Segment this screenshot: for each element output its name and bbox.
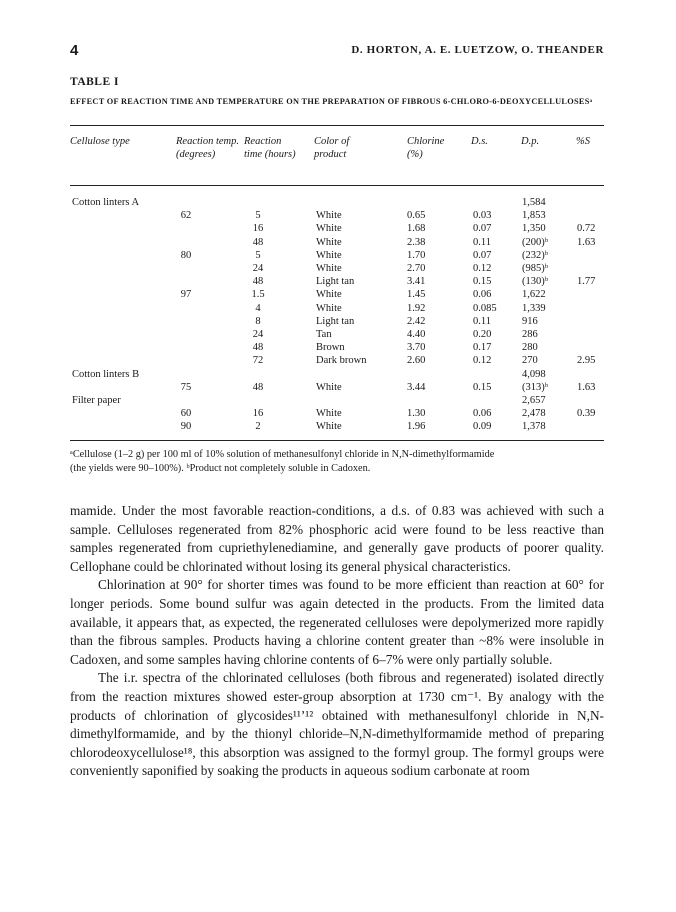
cell-color: White [316, 236, 342, 248]
cell-color: White [316, 263, 342, 274]
cell-ds: 0.20 [473, 329, 492, 340]
header-dp: D.p. [521, 136, 540, 147]
cell-chlorine: 3.41 [407, 276, 426, 288]
cell-sulfur: 0.39 [577, 408, 596, 420]
cell-cellulose-type: Cotton linters A [72, 197, 140, 208]
footnote-a: ᵃCellulose (1–2 g) per 100 ml of 10% solution of methanesulfonyl chloride in N,N-dimethylformamide [70, 449, 495, 460]
header-chlorine: Chlorine (%) [407, 136, 445, 160]
cell-chlorine: 4.40 [407, 329, 426, 340]
cell-chlorine: 1.68 [407, 223, 426, 235]
cell-dp: (985)ᵇ [522, 263, 548, 274]
cell-ds: 0.07 [473, 249, 492, 261]
cell-dp: (200)ᵇ [522, 236, 548, 248]
running-head-authors: D. HORTON, A. E. LUETZOW, O. THEANDER [351, 44, 604, 56]
cell-dp: 4,098 [522, 368, 546, 380]
cell-dp: 2,657 [522, 395, 546, 406]
cell-color: White [316, 210, 342, 222]
cell-color: White [316, 249, 342, 261]
cell-chlorine: 1.96 [407, 421, 426, 433]
cell-reaction-time: 1.5 [251, 289, 265, 301]
header-cellulose-type: Cellulose type [70, 136, 130, 147]
cell-chlorine: 1.70 [407, 249, 426, 261]
cell-chlorine: 0.65 [407, 210, 426, 222]
cell-color: White [316, 289, 342, 301]
cell-reaction-time: 48 [252, 276, 264, 288]
cell-color: White [316, 223, 342, 235]
cell-chlorine: 2.42 [407, 315, 426, 327]
cell-color: Brown [316, 342, 345, 354]
header-reaction-temp: Reaction temp. (degrees) [176, 136, 239, 160]
header-ds: D.s. [471, 136, 488, 147]
cell-reaction-time: 48 [252, 381, 264, 393]
header-color: Color of product [314, 136, 350, 160]
cell-ds: 0.06 [473, 408, 492, 420]
cell-dp: 1,339 [522, 302, 546, 314]
cell-dp: 916 [522, 315, 538, 327]
cell-color: White [316, 302, 342, 314]
cell-reaction-time: 48 [252, 342, 264, 354]
cell-color: Light tan [316, 276, 355, 288]
header-sulfur: %S [576, 136, 590, 147]
cell-reaction-temp: 80 [180, 249, 192, 261]
cell-sulfur: 1.77 [577, 276, 596, 288]
cell-ds: 0.15 [473, 381, 492, 393]
cell-reaction-time: 4 [255, 302, 261, 314]
cell-dp: 1,378 [522, 421, 546, 433]
table-top-rule [70, 125, 604, 126]
table-header-rule [70, 185, 604, 186]
paragraph: The i.r. spectra of the chlorinated celluloses (both fibrous and regenerated) isolated directly from the reaction mixtures showed ester-group absorption at 1730 cm⁻¹. By analogy with the products of chlorination of glycosides¹¹ʼ¹² obtained with methanesulfonyl chloride in N,N-dimethylformamide, and by the thionyl chloride–N,N-dimethylformamide method of preparing chlorodeoxycellulose¹⁸, this absorption was assigned to the formyl group. The formyl groups were conveniently saponified by soaking the products in aqueous sodium carbonate at room [70, 670, 604, 779]
cell-color: White [316, 381, 342, 393]
header-reaction-time: Reaction time (hours) [244, 136, 296, 160]
cell-ds: 0.12 [473, 355, 492, 367]
cell-ds: 0.12 [473, 263, 492, 274]
paragraph: mamide. Under the most favorable reaction-conditions, a d.s. of 0.83 was achieved with such a sample. Celluloses regenerated from 82% phosphoric acid were found to be less reactive than samples regenerated from cupriethylenediamine, and generally gave products of poorer quality. Cellophane could be chlorinated without losing its general physical characteristics. [70, 503, 604, 574]
cell-dp: 270 [522, 355, 538, 367]
cell-color: White [316, 421, 342, 433]
cell-sulfur: 0.72 [577, 223, 596, 235]
cell-reaction-time: 72 [252, 355, 264, 367]
cell-ds: 0.11 [473, 315, 491, 327]
table-caption: EFFECT OF REACTION TIME AND TEMPERATURE ON THE PREPARATION OF FIBROUS 6-CHLORO-6-DEOXYCELLULOSESᵃ [70, 97, 593, 106]
cell-chlorine: 2.38 [407, 236, 426, 248]
running-header [70, 42, 604, 60]
cell-sulfur: 2.95 [577, 355, 596, 367]
cell-dp: 2,478 [522, 408, 546, 420]
cell-color: Tan [316, 329, 332, 340]
cell-reaction-temp: 97 [180, 289, 192, 301]
cell-reaction-time: 16 [252, 408, 264, 420]
table-footnote [70, 448, 604, 476]
cell-reaction-time: 5 [255, 210, 261, 222]
table-label: TABLE I [70, 76, 119, 88]
cell-reaction-time: 24 [252, 329, 264, 340]
cell-reaction-temp: 60 [180, 408, 192, 420]
paragraph: Chlorination at 90° for shorter times was found to be more efficient than reaction at 60° for longer periods. Some bound sulfur was again detected in the products. From the limited data available, it appears that, as expected, the regenerated celluloses were depolymerized more rapidly than the fibrous samples. Products having a chlorine content greater than ~8% were insoluble in Cadoxen, and some samples having chlorine contents of 6–7% were only partially soluble. [70, 577, 604, 667]
footnote-b: (the yields were 90–100%). ᵇProduct not completely soluble in Cadoxen. [70, 463, 371, 474]
cell-ds: 0.09 [473, 421, 492, 433]
cell-reaction-temp: 90 [180, 421, 192, 433]
cell-reaction-temp: 75 [180, 381, 192, 393]
cell-reaction-time: 48 [252, 236, 264, 248]
cell-dp: (130)ᵇ [522, 276, 548, 288]
cell-chlorine: 2.70 [407, 263, 426, 274]
cell-chlorine: 1.30 [407, 408, 426, 420]
cell-reaction-time: 2 [255, 421, 261, 433]
cell-cellulose-type: Filter paper [72, 395, 121, 406]
table-bottom-rule [70, 440, 604, 441]
cell-ds: 0.17 [473, 342, 492, 354]
cell-dp: 1,853 [522, 210, 546, 222]
cell-dp: 280 [522, 342, 538, 354]
body-text [70, 502, 604, 781]
cell-ds: 0.07 [473, 223, 492, 235]
cell-reaction-time: 8 [255, 315, 261, 327]
cell-sulfur: 1.63 [577, 381, 596, 393]
cell-dp: (232)ᵇ [522, 249, 548, 261]
cell-dp: 1,622 [522, 289, 546, 301]
cell-dp: 286 [522, 329, 538, 340]
cell-reaction-temp: 62 [180, 210, 192, 222]
cell-ds: 0.06 [473, 289, 492, 301]
cell-cellulose-type: Cotton linters B [72, 368, 140, 380]
page-number: 4 [70, 42, 79, 59]
cell-ds: 0.03 [473, 210, 492, 222]
cell-dp: (313)ᵇ [522, 381, 548, 393]
cell-chlorine: 2.60 [407, 355, 426, 367]
cell-ds: 0.15 [473, 276, 492, 288]
cell-ds: 0.11 [473, 236, 491, 248]
cell-chlorine: 3.44 [407, 381, 426, 393]
cell-chlorine: 1.92 [407, 302, 426, 314]
cell-chlorine: 1.45 [407, 289, 426, 301]
cell-reaction-time: 5 [255, 249, 261, 261]
cell-ds: 0.085 [473, 302, 497, 314]
cell-dp: 1,350 [522, 223, 546, 235]
cell-reaction-time: 24 [252, 263, 264, 274]
cell-chlorine: 3.70 [407, 342, 426, 354]
cell-sulfur: 1.63 [577, 236, 596, 248]
cell-color: Light tan [316, 315, 355, 327]
cell-color: White [316, 408, 342, 420]
cell-dp: 1,584 [522, 197, 546, 208]
cell-color: Dark brown [316, 355, 367, 367]
cell-reaction-time: 16 [252, 223, 264, 235]
